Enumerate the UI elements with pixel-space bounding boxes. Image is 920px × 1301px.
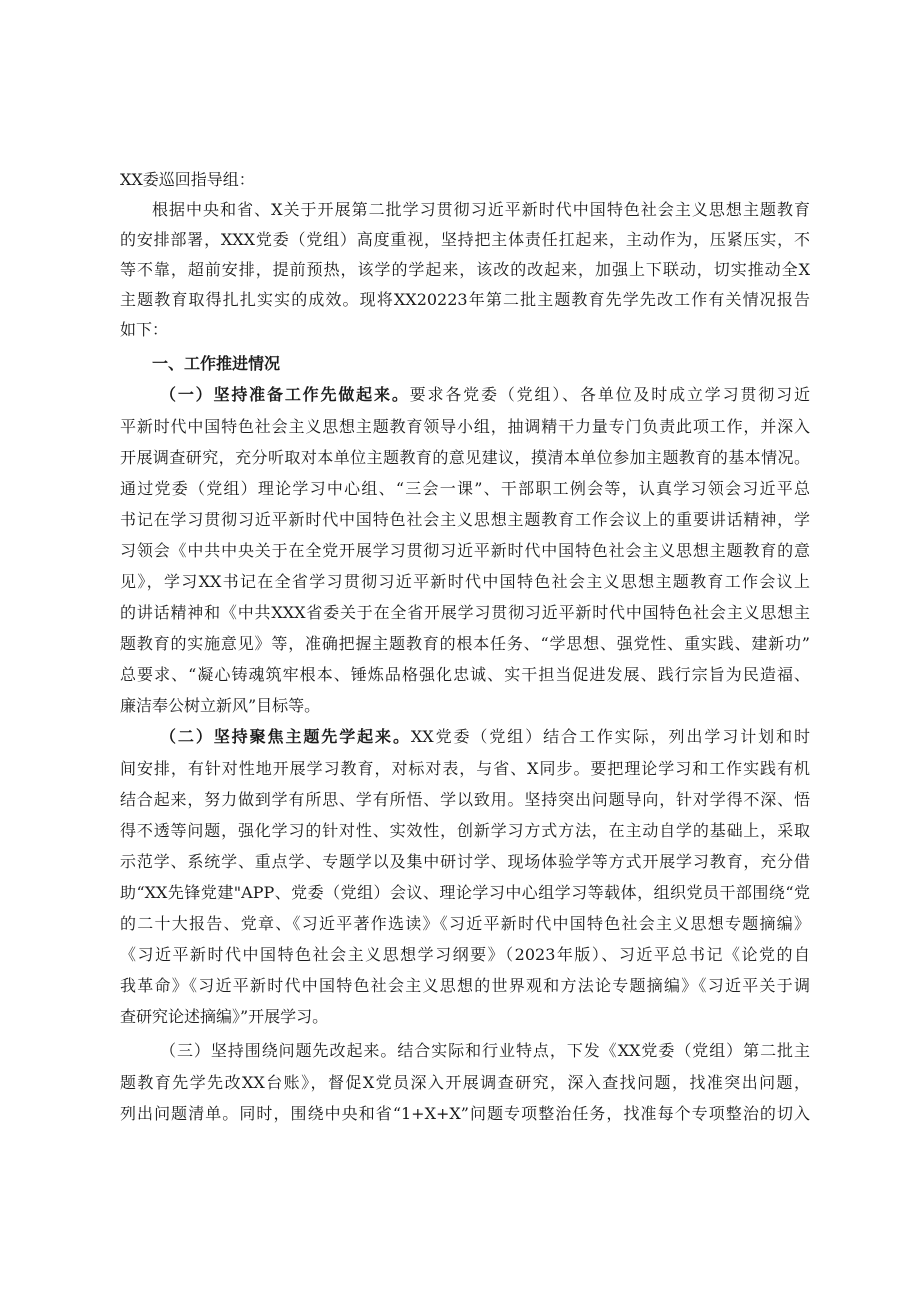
para1-line-8: 的讲话精神和《中共XXX省委关于在全省开展学习贯彻习近平新时代中国特色社会主义思想主	[120, 603, 810, 622]
para2-line-3: 结合起来，努力做到学有所思、学有所悟、学以致用。坚持突出问题导向，针对学得不深、悟	[120, 790, 810, 809]
para3-text-1: 结合实际和行业特点，下发《XX党委（党组）第二批主	[397, 1041, 810, 1060]
para1-line-3: 开展调查研究，充分听取对本单位主题教育的意见建议，摸清本单位参加主题教育的基本情况。	[120, 448, 810, 467]
para1-line-6: 习领会《中共中央关于在全党开展学习贯彻习近平新时代中国特色社会主义思想主题教育的意	[120, 541, 810, 560]
para1-line-9: 题教育的实施意见》等，准确把握主题教育的根本任务、“学思想、强党性、重实践、建新功”	[120, 634, 810, 653]
para2-line-10: 查研究论述摘编》”开展学习。	[120, 1007, 329, 1026]
section-heading: 一、工作推进情况	[152, 354, 281, 373]
intro-line-4: 主题教育取得扎扎实实的成效。现将XX20223年第二批主题教育先学先改工作有关情况报告	[120, 290, 810, 309]
para3-title: （三）坚持围绕问题先改起来。	[160, 1041, 398, 1060]
para1-line-10: 总要求、“凝心铸魂筑牢根本、锤炼品格强化忠诚、实干担当促进发展、践行宗旨为民造福、	[120, 665, 810, 684]
para3-line-1	[160, 1036, 810, 1066]
para3-line-2: 题教育先学先改XX台账》，督促X党员深入开展调查研究，深入查找问题，找准突出问题，	[120, 1073, 810, 1092]
para2-line-7: 的二十大报告、党章、《习近平著作选读》《习近平新时代中国特色社会主义思想专题摘编》	[120, 914, 810, 933]
para1-line-1	[160, 380, 810, 410]
para2-line-1	[160, 722, 810, 752]
para1-line-2: 平新时代中国特色社会主义思想主题教育领导小组，抽调精干力量专门负责此项工作，并深入	[120, 417, 810, 436]
intro-line-1: 根据中央和省、X关于开展第二批学习贯彻习近平新时代中国特色社会主义思想主题教育	[152, 200, 810, 219]
salutation: XX委巡回指导组：	[120, 170, 255, 189]
intro-line-3: 等不靠，超前安排，提前预热，该学的学起来，该改的改起来，加强上下联动，切实推动全X	[120, 260, 810, 279]
intro-line-5: 如下：	[120, 320, 169, 339]
intro-line-2: 的安排部署，XXX党委（党组）高度重视，坚持把主体责任扛起来，主动作为，压紧压实，不	[120, 230, 810, 249]
para1-line-7: 见》，学习XX书记在全省学习贯彻习近平新时代中国特色社会主义思想主题教育工作会议上	[120, 572, 810, 591]
para1-line-5: 书记在学习贯彻习近平新时代中国特色社会主义思想主题教育工作会议上的重要讲话精神，学	[120, 510, 810, 529]
para2-line-4: 得不透等问题，强化学习的针对性、实效性，创新学习方式方法，在主动自学的基础上，采取	[120, 821, 810, 840]
para2-line-9: 我革命》《习近平新时代中国特色社会主义思想的世界观和方法论专题摘编》《习近平关于调	[120, 976, 810, 995]
para1-line-4: 通过党委（党组）理论学习中心组、“三会一课”、干部职工例会等，认真学习领会习近平总	[120, 479, 810, 498]
para3-line-3: 列出问题清单。同时，围绕中央和省“1+X+X”问题专项整治任务，找准每个专项整治的切入	[120, 1104, 810, 1123]
para2-text-1: XX党委（党组）结合工作实际，列出学习计划和时	[410, 727, 810, 746]
para2-title: （二）坚持聚焦主题先学起来。	[160, 727, 411, 746]
para2-line-2: 间安排，有针对性地开展学习教育，对标对表，与省、X同步。要把理论学习和工作实践有机	[120, 759, 810, 778]
para2-line-8: 《习近平新时代中国特色社会主义思想学习纲要》（2023年版）、习近平总书记《论党的自	[120, 945, 810, 964]
para1-title: （一）坚持准备工作先做起来。	[160, 385, 410, 404]
para1-line-11: 廉洁奉公树立新风”目标等。	[120, 696, 321, 715]
para1-text-1: 要求各党委（党组）、各单位及时成立学习贯彻习近	[409, 385, 810, 404]
para2-line-6: 助“XX先锋党建"APP、党委（党组）会议、理论学习中心组学习等载体，组织党员干部围绕“党	[120, 883, 810, 902]
para2-line-5: 示范学、系统学、重点学、专题学以及集中研讨学、现场体验学等方式开展学习教育，充分借	[120, 852, 810, 871]
